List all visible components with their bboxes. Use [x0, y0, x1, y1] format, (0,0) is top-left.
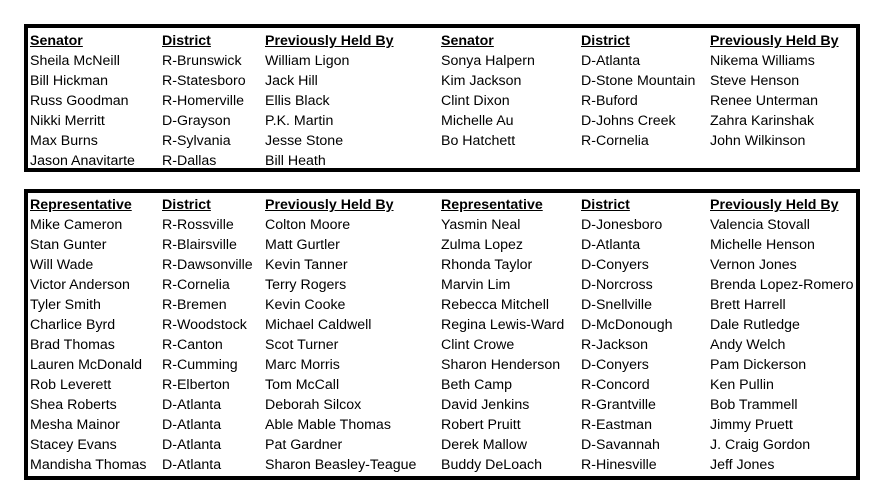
senator-name: Clint Dixon: [441, 93, 510, 109]
district: D-Jonesboro: [581, 217, 663, 233]
district: D-Conyers: [581, 357, 649, 373]
house-header-row: [28, 195, 856, 215]
table-row: [28, 335, 856, 355]
previous-holder: Brett Harrell: [710, 297, 786, 313]
previous-holder: Colton Moore: [265, 217, 351, 233]
previous-holder: William Ligon: [265, 53, 350, 69]
house-table: [24, 189, 860, 480]
senate-header-row: [28, 31, 856, 51]
representative-name: Lauren McDonald: [30, 357, 142, 373]
table-row: [28, 91, 856, 111]
table-row: [28, 51, 856, 71]
representative-name: Victor Anderson: [30, 277, 130, 293]
district: D-Atlanta: [581, 237, 641, 253]
previous-holder: Terry Rogers: [265, 277, 347, 293]
previous-holder: Jesse Stone: [265, 133, 344, 149]
senator-name: Russ Goodman: [30, 93, 129, 109]
previous-holder: Valencia Stovall: [710, 217, 810, 233]
district: R-Eastman: [581, 417, 652, 433]
representative-name: Will Wade: [30, 257, 94, 273]
previous-holder: Pat Gardner: [265, 437, 343, 453]
previous-holder: Kevin Cooke: [265, 297, 346, 313]
senator-name: Kim Jackson: [441, 73, 522, 89]
table-row: [28, 415, 856, 435]
district: R-Sylvania: [162, 133, 231, 149]
header-district: District: [581, 197, 630, 213]
district: R-Cumming: [162, 357, 238, 373]
representative-name: Rebecca Mitchell: [441, 297, 550, 313]
previous-holder: Steve Henson: [710, 73, 800, 89]
table-row: [28, 235, 856, 255]
previous-holder: Scot Turner: [265, 337, 339, 353]
previous-holder: Marc Morris: [265, 357, 340, 373]
table-row: [28, 275, 856, 295]
table-row: [28, 355, 856, 375]
district: D-Atlanta: [581, 53, 641, 69]
senator-name: Sheila McNeill: [30, 53, 120, 69]
senate-table: [24, 24, 860, 172]
senator-name: Bill Hickman: [30, 73, 109, 89]
district: D-Grayson: [162, 113, 231, 129]
district: R-Brunswick: [162, 53, 242, 69]
previous-holder: Sharon Beasley-Teague: [265, 457, 417, 473]
table-row: [28, 215, 856, 235]
previous-holder: Able Mable Thomas: [265, 417, 391, 433]
district: R-Hinesville: [581, 457, 657, 473]
previous-holder: Ellis Black: [265, 93, 330, 109]
representative-name: Marvin Lim: [441, 277, 511, 293]
header-senator: Senator: [441, 33, 494, 49]
previous-holder: Ken Pullin: [710, 377, 774, 393]
header-previously-held-by: Previously Held By: [265, 197, 394, 213]
table-row: [28, 455, 856, 475]
previous-holder: Deborah Silcox: [265, 397, 362, 413]
header-senator: Senator: [30, 33, 83, 49]
previous-holder: Matt Gurtler: [265, 237, 340, 253]
representative-name: Rob Leverett: [30, 377, 112, 393]
district: D-Atlanta: [162, 397, 222, 413]
representative-name: Stan Gunter: [30, 237, 107, 253]
table-row: [28, 395, 856, 415]
header-previously-held-by: Previously Held By: [710, 197, 839, 213]
district: D-Atlanta: [162, 437, 222, 453]
district: R-Bremen: [162, 297, 227, 313]
previous-holder: Jeff Jones: [710, 457, 775, 473]
representative-name: Regina Lewis-Ward: [441, 317, 565, 333]
district: R-Concord: [581, 377, 650, 393]
previous-holder: Pam Dickerson: [710, 357, 807, 373]
district: R-Homerville: [162, 93, 244, 109]
district: R-Woodstock: [162, 317, 247, 333]
representative-name: Zulma Lopez: [441, 237, 524, 253]
previous-holder: Zahra Karinshak: [710, 113, 815, 129]
header-district: District: [162, 33, 211, 49]
table-row: [28, 315, 856, 335]
representative-name: Robert Pruitt: [441, 417, 521, 433]
table-row: [28, 295, 856, 315]
table-row: [28, 111, 856, 131]
previous-holder: Dale Rutledge: [710, 317, 800, 333]
district: D-Snellville: [581, 297, 652, 313]
district: D-Johns Creek: [581, 113, 676, 129]
representative-name: Buddy DeLoach: [441, 457, 542, 473]
district: R-Statesboro: [162, 73, 246, 89]
previous-holder: Vernon Jones: [710, 257, 797, 273]
district: D-Stone Mountain: [581, 73, 696, 89]
representative-name: Charlice Byrd: [30, 317, 116, 333]
previous-holder: Kevin Tanner: [265, 257, 348, 273]
senator-name: Michelle Au: [441, 113, 514, 129]
representative-name: Shea Roberts: [30, 397, 117, 413]
district: R-Blairsville: [162, 237, 237, 253]
representative-name: Yasmin Neal: [441, 217, 521, 233]
district: D-Norcross: [581, 277, 653, 293]
representative-name: Mandisha Thomas: [30, 457, 147, 473]
senator-name: Sonya Halpern: [441, 53, 535, 69]
representative-name: Sharon Henderson: [441, 357, 561, 373]
previous-holder: Renee Unterman: [710, 93, 819, 109]
representative-name: Clint Crowe: [441, 337, 515, 353]
table-row: [28, 375, 856, 395]
senator-name: Nikki Merritt: [30, 113, 105, 129]
table-row: [28, 435, 856, 455]
header-previously-held-by: Previously Held By: [710, 33, 839, 49]
previous-holder: J. Craig Gordon: [710, 437, 811, 453]
previous-holder: Brenda Lopez-Romero: [710, 277, 854, 293]
district: R-Dallas: [162, 153, 217, 169]
district: R-Grantville: [581, 397, 656, 413]
representative-name: Tyler Smith: [30, 297, 101, 313]
table-row: [28, 151, 856, 171]
district: R-Cornelia: [162, 277, 230, 293]
previous-holder: Bob Trammell: [710, 397, 798, 413]
representative-name: Mesha Mainor: [30, 417, 120, 433]
table-row: [28, 131, 856, 151]
district: D-Atlanta: [162, 457, 222, 473]
senator-name: Jason Anavitarte: [30, 153, 135, 169]
representative-name: Brad Thomas: [30, 337, 115, 353]
previous-holder: Michelle Henson: [710, 237, 815, 253]
header-representative: Representative: [30, 197, 132, 213]
header-district: District: [581, 33, 630, 49]
table-row: [28, 255, 856, 275]
district: D-Atlanta: [162, 417, 222, 433]
previous-holder: Jack Hill: [265, 73, 318, 89]
previous-holder: Michael Caldwell: [265, 317, 372, 333]
previous-holder: Bill Heath: [265, 153, 326, 169]
district: D-McDonough: [581, 317, 673, 333]
table-row: [28, 71, 856, 91]
representative-name: Mike Cameron: [30, 217, 123, 233]
header-previously-held-by: Previously Held By: [265, 33, 394, 49]
representative-name: David Jenkins: [441, 397, 530, 413]
previous-holder: Andy Welch: [710, 337, 786, 353]
senator-name: Bo Hatchett: [441, 133, 516, 149]
district: R-Cornelia: [581, 133, 649, 149]
district: D-Savannah: [581, 437, 660, 453]
previous-holder: Nikema Williams: [710, 53, 815, 69]
previous-holder: P.K. Martin: [265, 113, 334, 129]
previous-holder: John Wilkinson: [710, 133, 806, 149]
district: R-Dawsonville: [162, 257, 253, 273]
district: D-Conyers: [581, 257, 649, 273]
header-representative: Representative: [441, 197, 543, 213]
representative-name: Derek Mallow: [441, 437, 527, 453]
senator-name: Max Burns: [30, 133, 98, 149]
header-district: District: [162, 197, 211, 213]
representative-name: Beth Camp: [441, 377, 512, 393]
representative-name: Stacey Evans: [30, 437, 117, 453]
previous-holder: Tom McCall: [265, 377, 340, 393]
district: R-Canton: [162, 337, 223, 353]
representative-name: Rhonda Taylor: [441, 257, 533, 273]
district: R-Buford: [581, 93, 638, 109]
district: R-Jackson: [581, 337, 649, 353]
district: R-Elberton: [162, 377, 230, 393]
district: R-Rossville: [162, 217, 234, 233]
previous-holder: Jimmy Pruett: [710, 417, 793, 433]
